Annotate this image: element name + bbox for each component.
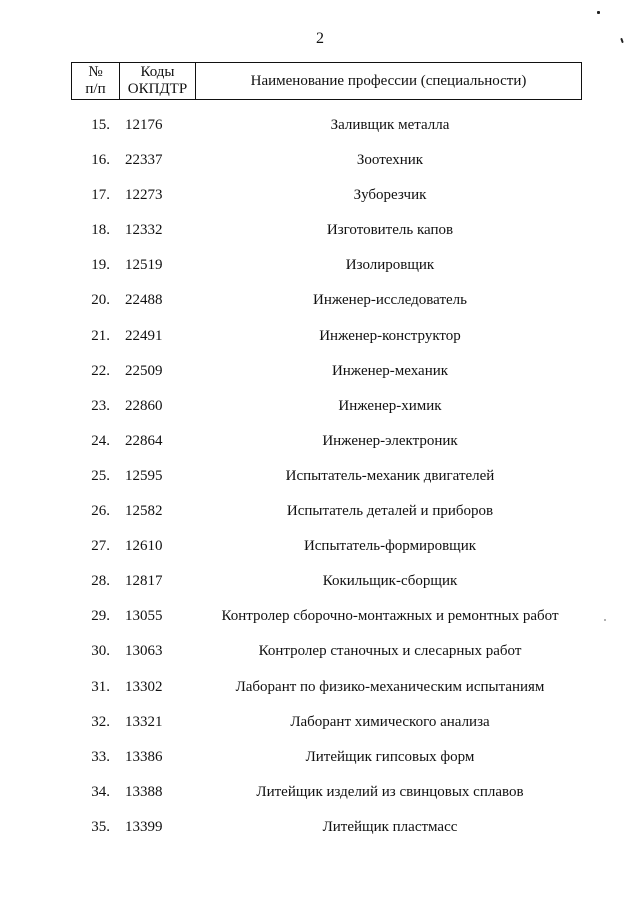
row-number: 30. bbox=[91, 643, 110, 660]
list-item bbox=[0, 810, 640, 845]
list-item bbox=[0, 459, 640, 494]
list-item bbox=[0, 283, 640, 318]
list-item bbox=[0, 178, 640, 213]
list-item bbox=[0, 248, 640, 283]
row-profession-name: Инженер-исследователь bbox=[313, 292, 467, 309]
row-profession-name: Изготовитель капов bbox=[326, 222, 454, 239]
row-number: 34. bbox=[91, 783, 110, 800]
list-item bbox=[0, 705, 640, 740]
row-code: 12273 bbox=[125, 187, 163, 204]
list-item bbox=[0, 775, 640, 810]
row-number: 20. bbox=[91, 292, 110, 309]
row-profession-name: Инженер-химик bbox=[338, 397, 442, 414]
row-code: 12582 bbox=[125, 503, 163, 520]
list-item bbox=[0, 108, 640, 143]
profession-list bbox=[0, 108, 640, 845]
row-code: 13388 bbox=[125, 783, 163, 800]
list-item bbox=[0, 354, 640, 389]
row-profession-name: Зуборезчик bbox=[353, 187, 427, 204]
row-code: 13386 bbox=[125, 748, 163, 765]
row-number: 31. bbox=[91, 678, 110, 695]
row-code: 12595 bbox=[125, 467, 163, 484]
list-item bbox=[0, 740, 640, 775]
list-item bbox=[0, 319, 640, 354]
list-item bbox=[0, 599, 640, 634]
row-number: 23. bbox=[91, 397, 110, 414]
table-header bbox=[71, 62, 582, 100]
list-item bbox=[0, 213, 640, 248]
row-code: 22860 bbox=[125, 397, 163, 414]
row-code: 12817 bbox=[125, 573, 163, 590]
header-code-cell bbox=[120, 63, 196, 100]
list-item bbox=[0, 529, 640, 564]
header-code-line2: ОКПДТР bbox=[127, 81, 188, 97]
row-number: 32. bbox=[91, 713, 110, 730]
row-number: 17. bbox=[91, 187, 110, 204]
row-number: 35. bbox=[91, 818, 110, 835]
row-code: 13302 bbox=[125, 678, 163, 695]
row-code: 22488 bbox=[125, 292, 163, 309]
row-profession-name: Инженер-электроник bbox=[322, 432, 458, 449]
list-item bbox=[0, 494, 640, 529]
row-code: 12176 bbox=[125, 117, 163, 133]
row-number: 27. bbox=[91, 538, 110, 555]
row-number: 29. bbox=[91, 608, 110, 625]
row-number: 15. bbox=[91, 117, 110, 133]
row-code: 13063 bbox=[125, 643, 163, 660]
row-code: 22509 bbox=[125, 362, 163, 379]
header-code-line1: Коды bbox=[140, 64, 175, 80]
row-number: 26. bbox=[91, 503, 110, 520]
row-number: 21. bbox=[91, 327, 110, 344]
row-profession-name: Изолировщик bbox=[345, 257, 435, 274]
list-item bbox=[0, 634, 640, 669]
page-number: 2 bbox=[316, 30, 324, 47]
scan-speck bbox=[597, 11, 600, 14]
row-number: 33. bbox=[91, 748, 110, 765]
row-code: 12332 bbox=[125, 222, 163, 239]
row-code: 13321 bbox=[125, 713, 163, 730]
row-code: 13399 bbox=[125, 818, 163, 835]
row-profession-name: Заливщик металла bbox=[330, 117, 450, 133]
row-profession-name: Литейщик изделий из свинцовых сплавов bbox=[256, 783, 524, 800]
row-code: 12519 bbox=[125, 257, 163, 274]
row-profession-name: Литейщик гипсовых форм bbox=[305, 748, 475, 765]
row-number: 24. bbox=[91, 432, 110, 449]
row-profession-name: Лаборант химического анализа bbox=[290, 713, 490, 730]
row-profession-name: Литейщик пластмасс bbox=[322, 818, 458, 835]
row-number: 25. bbox=[91, 467, 110, 484]
row-profession-name: Испытатель-формировщик bbox=[303, 538, 477, 555]
row-code: 22337 bbox=[125, 152, 163, 169]
list-item bbox=[0, 424, 640, 459]
row-number: 22. bbox=[91, 362, 110, 379]
row-code: 22491 bbox=[125, 327, 163, 344]
header-num-cell bbox=[72, 63, 120, 100]
header-num-line2: п/п bbox=[85, 81, 106, 97]
row-profession-name: Инженер-механик bbox=[331, 362, 449, 379]
list-item bbox=[0, 564, 640, 599]
list-item bbox=[0, 143, 640, 178]
row-profession-name: Кокильщик-сборщик bbox=[322, 573, 458, 590]
row-number: 16. bbox=[91, 152, 110, 169]
row-number: 28. bbox=[91, 573, 110, 590]
row-code: 12610 bbox=[125, 538, 163, 555]
row-number: 19. bbox=[91, 257, 110, 274]
row-number: 18. bbox=[91, 222, 110, 239]
row-profession-name: Инженер-конструктор bbox=[319, 327, 461, 344]
list-item bbox=[0, 670, 640, 705]
header-name-cell: Наименование профессии (специальности) bbox=[196, 63, 582, 100]
row-profession-name: Лаборант по физико-механическим испытаниям bbox=[235, 678, 545, 695]
row-profession-name: Зоотехник bbox=[356, 152, 424, 169]
row-code: 13055 bbox=[125, 608, 163, 625]
header-num-line1: № bbox=[88, 64, 103, 80]
row-profession-name: Контролер станочных и слесарных работ bbox=[258, 643, 522, 660]
row-profession-name: Испытатель-механик двигателей bbox=[285, 467, 495, 484]
list-item bbox=[0, 389, 640, 424]
row-code: 22864 bbox=[125, 432, 163, 449]
row-profession-name: Испытатель деталей и приборов bbox=[286, 503, 494, 520]
row-profession-name: Контролер сборочно-монтажных и ремонтных работ bbox=[221, 608, 559, 625]
